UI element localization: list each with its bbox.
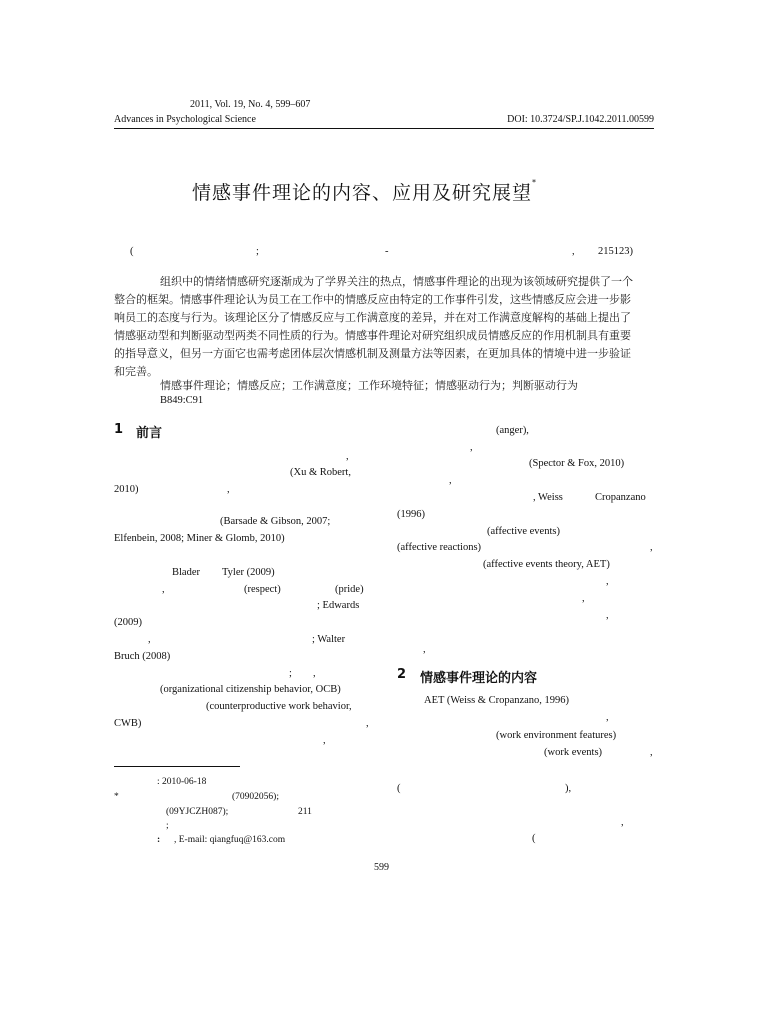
abstract-line: 的指导意义，但另一方面它也需考虑团体层次情感机制及测量方法等因素，在更加具体的情境中进一步验证 <box>114 347 631 360</box>
doi: DOI: 10.3724/SP.J.1042.2011.00599 <box>507 114 654 125</box>
left-text-fragment: , <box>323 735 326 746</box>
paper-title-text: 情感事件理论的内容、应用及研究展望 <box>192 182 533 204</box>
left-text-fragment: Tyler (2009) <box>222 567 275 578</box>
right-text-fragment: AET (Weiss & Cropanzano, 1996) <box>424 695 570 706</box>
left-text-fragment: , <box>346 451 349 462</box>
footnote-fund1: (70902056); <box>232 792 279 802</box>
right-text-fragment: , <box>621 817 624 828</box>
left-text-fragment: Elfenbein, 2008; Miner & Glomb, 2010) <box>114 533 285 544</box>
right-text-fragment: Cropanzano <box>595 492 646 503</box>
right-text-fragment: , <box>606 610 609 621</box>
left-text-fragment: (counterproductive work behavior, <box>206 701 352 712</box>
affiliation-open: ( <box>130 246 134 257</box>
right-text-fragment: (affective reactions) <box>397 542 482 553</box>
left-text-fragment: , <box>227 484 230 495</box>
right-text-fragment: (work events) <box>544 747 603 758</box>
right-text-fragment: (Spector & Fox, 2010) <box>529 458 625 469</box>
abstract-line: 和完善。 <box>114 365 158 378</box>
left-text-fragment: CWB) <box>114 718 142 729</box>
affiliation-sep3: , <box>572 246 575 257</box>
right-text-fragment: , <box>650 542 653 553</box>
journal-issue-line: 2011, Vol. 19, No. 4, 599–607 <box>190 99 311 110</box>
classification-code: B849:C91 <box>160 395 204 406</box>
right-text-fragment: ( <box>397 783 401 794</box>
left-text-fragment: , <box>313 668 316 679</box>
left-text-fragment: ; <box>289 668 292 679</box>
left-text-fragment: (Xu & Robert, <box>290 467 351 478</box>
left-text-fragment: (2009) <box>114 617 142 628</box>
section1-title: 前言 <box>136 426 163 441</box>
left-text-fragment: (organizational citizenship behavior, OCB) <box>160 684 341 695</box>
left-text-fragment: (Barsade & Gibson, 2007; <box>220 516 331 527</box>
right-text-fragment: , <box>449 475 452 486</box>
left-text-fragment: , <box>162 584 165 595</box>
affiliation-sep1: ; <box>256 246 259 257</box>
footnote-fund3: 211 <box>298 807 312 817</box>
right-text-fragment: , <box>606 576 609 587</box>
keywords: 情感事件理论；情感反应；工作满意度；工作环境特征；情感驱动行为；判断驱动行为 <box>160 379 578 392</box>
right-text-fragment: , <box>423 644 426 655</box>
footnote-corresponding: , E-mail: qiangfuq@163.com <box>174 835 286 845</box>
right-text-fragment: ), <box>565 783 572 794</box>
right-text-fragment: (anger), <box>496 425 529 436</box>
right-text-fragment: , <box>606 712 609 723</box>
abstract-line: 响员工的态度与行为。该理论区分了情感反应与工作满意度的差异，并在对工作满意度解构的基础上提出了 <box>114 311 631 324</box>
left-text-fragment: , <box>366 718 369 729</box>
footnote-corr-label: : <box>157 835 161 845</box>
left-text-fragment: Blader <box>172 567 200 578</box>
left-text-fragment: 2010) <box>114 484 139 495</box>
left-text-fragment: ; Edwards <box>317 600 360 611</box>
abstract-line: 组织中的情绪情感研究逐渐成为了学界关注的热点，情感事件理论的出现为该领域研究提供了一个 <box>160 275 633 288</box>
section2-number: 2 <box>397 667 407 682</box>
left-text-fragment: (respect) <box>244 584 281 595</box>
page-number: 599 <box>374 862 389 873</box>
right-text-fragment: (1996) <box>397 509 425 520</box>
footnote-fund4: ; <box>166 821 169 831</box>
abstract-line: 整合的框架。情感事件理论认为员工在工作中的情感反应由特定的工作事件引发，这些情感反应会进一步影 <box>114 293 631 306</box>
right-text-fragment: , <box>582 593 585 604</box>
right-text-fragment: (affective events theory, AET) <box>483 559 610 570</box>
affiliation-sep2: - <box>385 246 389 257</box>
footnote-rule <box>114 766 240 767</box>
footnote-fund2: (09YJCZH087); <box>166 807 229 817</box>
right-text-fragment: , <box>470 442 473 453</box>
right-text-fragment: ( <box>532 833 536 844</box>
footnote-fund-mark: * <box>114 792 119 802</box>
journal-name: Advances in Psychological Science <box>114 114 256 125</box>
footnote-received: : 2010-06-18 <box>157 777 207 787</box>
section2-title: 情感事件理论的内容 <box>420 671 538 686</box>
paper-title <box>192 178 537 205</box>
affiliation-postcode: 215123) <box>598 246 633 257</box>
header-rule <box>114 128 654 129</box>
left-text-fragment: , <box>148 634 151 645</box>
left-text-fragment: (pride) <box>335 584 364 595</box>
right-text-fragment: (affective events) <box>487 526 560 537</box>
right-text-fragment: (work environment features) <box>496 730 617 741</box>
section1-number: 1 <box>114 422 124 437</box>
left-text-fragment: Bruch (2008) <box>114 651 171 662</box>
title-footnote-mark: * <box>532 178 538 187</box>
right-text-fragment: , Weiss <box>533 492 563 503</box>
right-text-fragment: , <box>650 747 653 758</box>
abstract-line: 情感驱动型和判断驱动型两类不同性质的行为。情感事件理论对研究组织成员情感反应的作用机制具有重要 <box>114 329 631 342</box>
left-text-fragment: ; Walter <box>312 634 346 645</box>
